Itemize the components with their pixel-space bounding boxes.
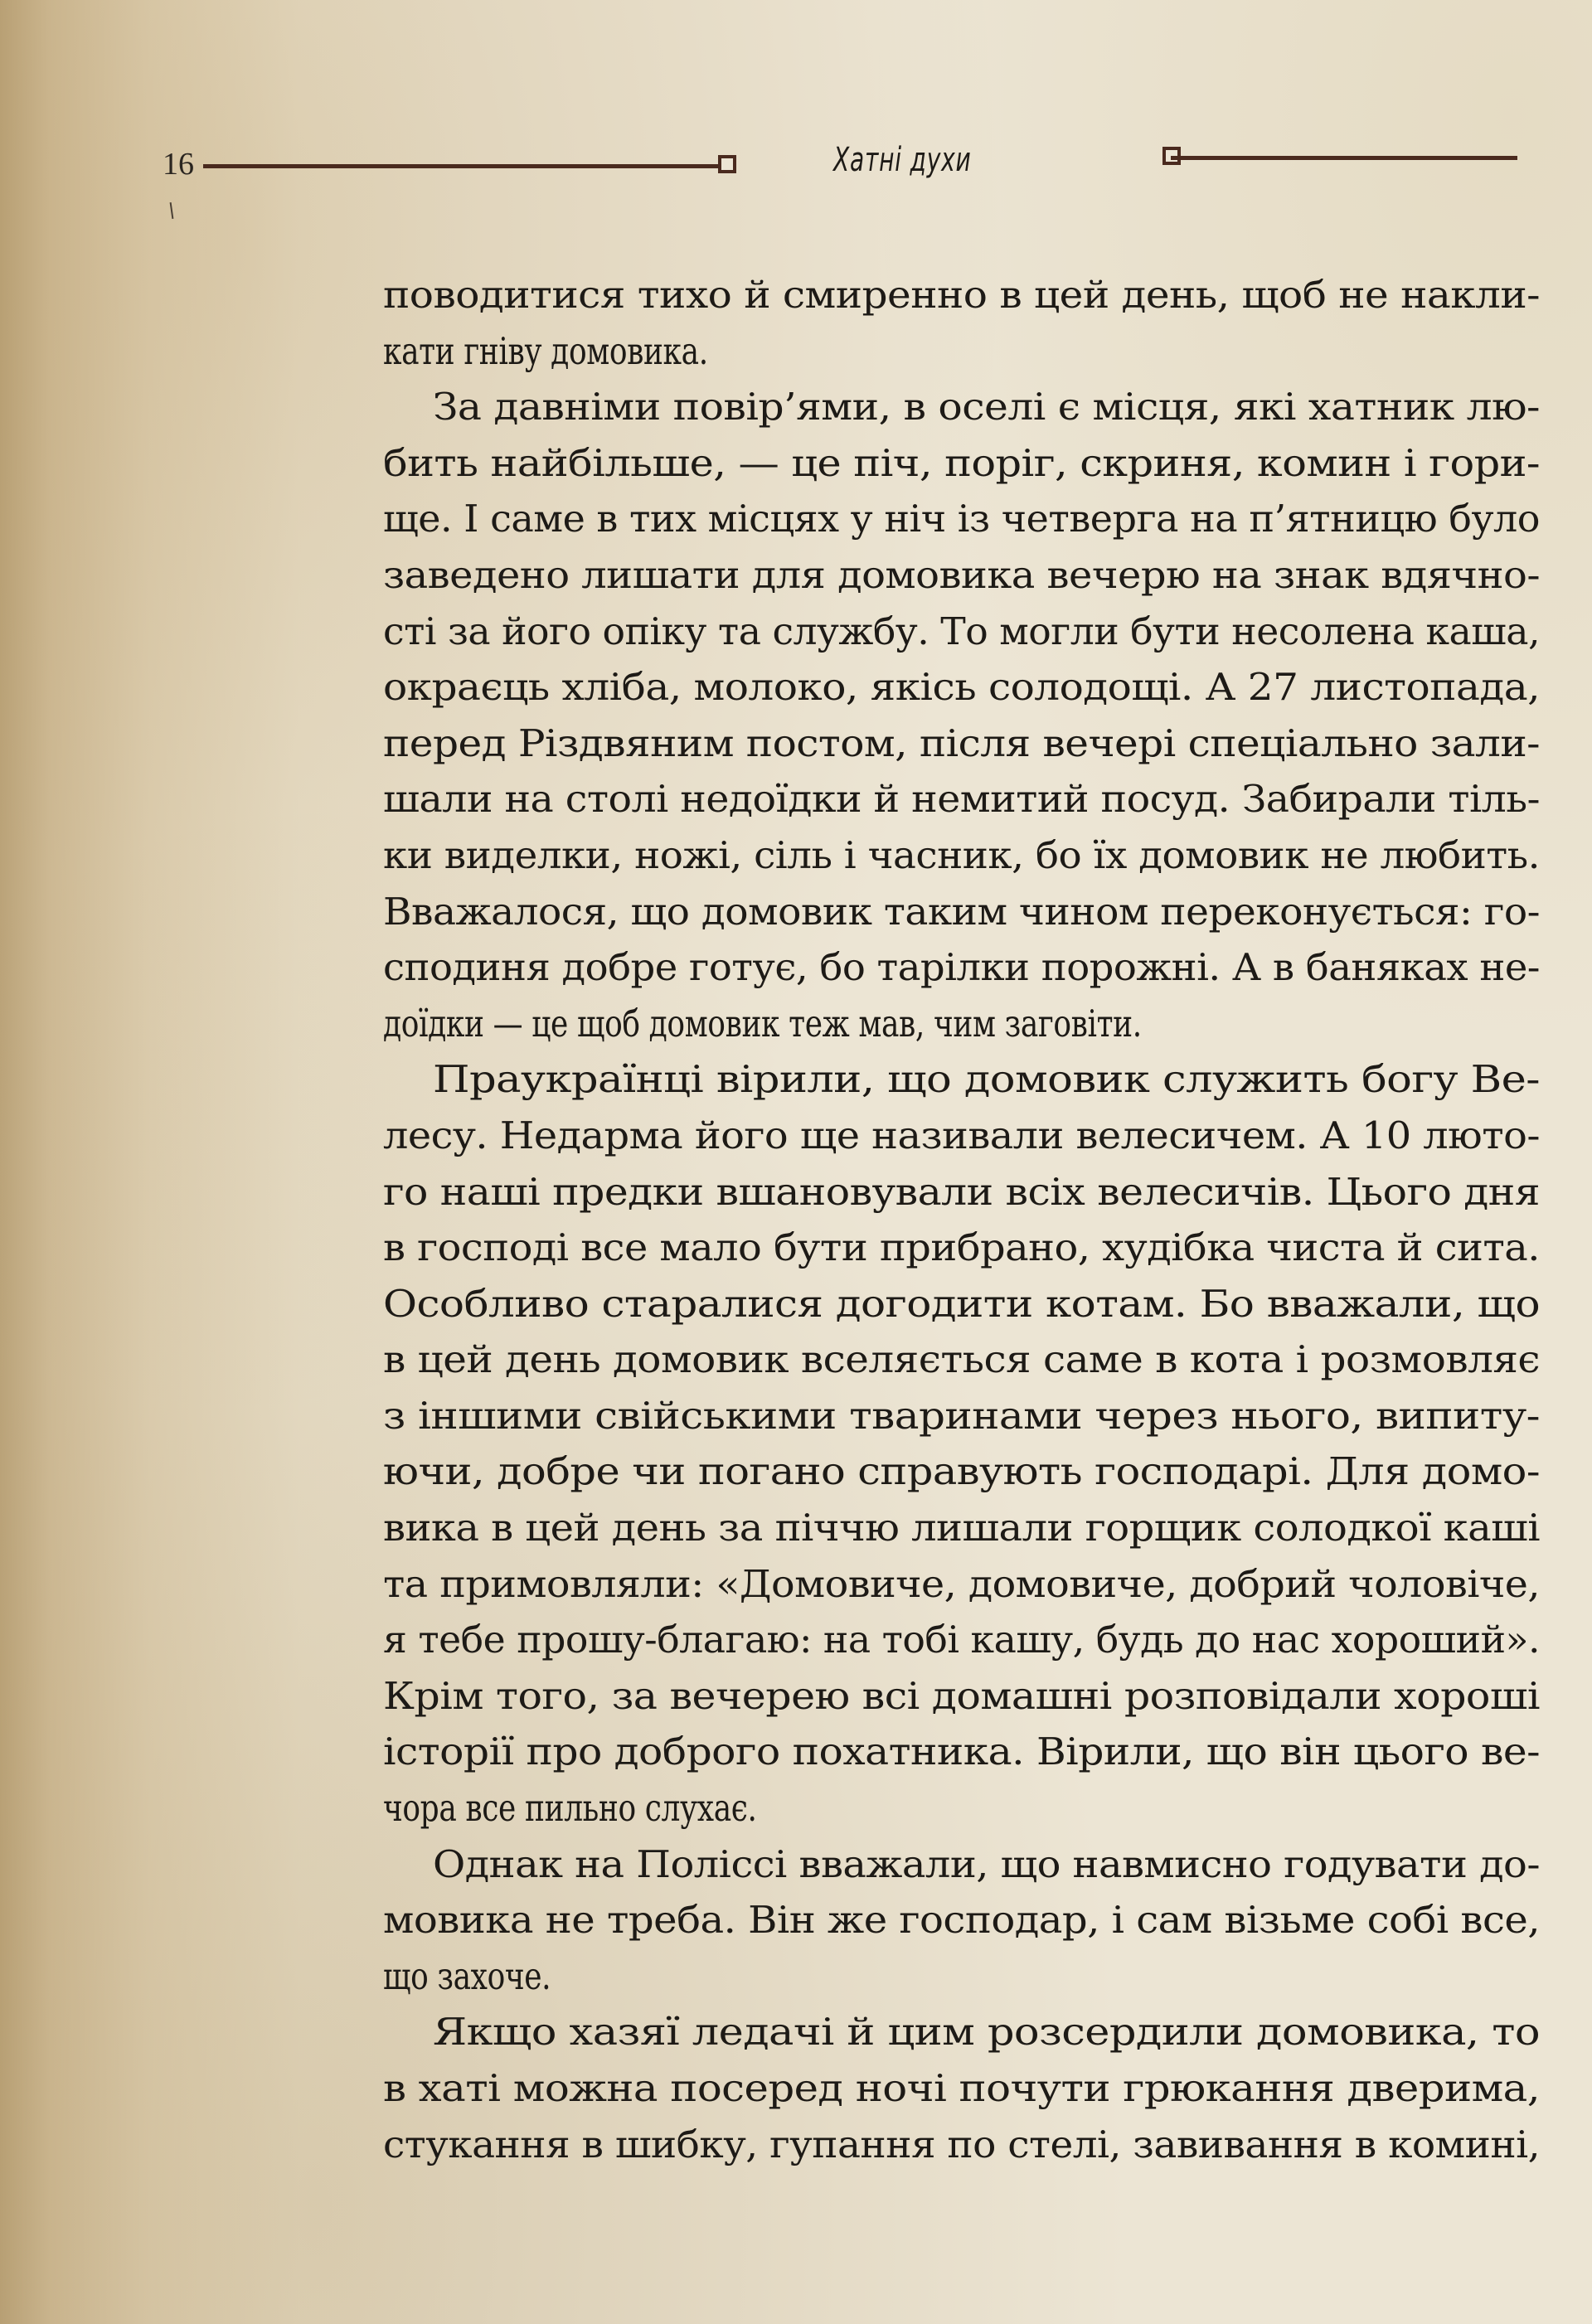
paragraph-first-line: За давніми повір’ями, в оселі є місця, які хатник лю-: [433, 385, 1541, 429]
text-line: в цей день домовик вселяється саме в кота і розмовляє: [383, 1337, 1540, 1382]
header-rule-left-cap-icon: [718, 155, 736, 173]
page-mark: [170, 202, 174, 219]
text-line: Вважалося, що домовик таким чином переконується: го-: [383, 889, 1540, 934]
text-line: доїдки — це щоб домовик теж мав, чим заговіти.: [383, 1001, 1142, 1046]
paragraph-first-line: Праукраїнці вірили, що домовик служить богу Ве-: [433, 1057, 1540, 1102]
text-line: мовика не треба. Він же господар, і сам візьме собі все,: [383, 1898, 1540, 1943]
text-line: чора все пильно слухає.: [383, 1786, 757, 1831]
text-line: історії про доброго похатника. Вірили, що він цього ве-: [383, 1730, 1540, 1774]
running-title: Хатні духи: [833, 141, 972, 179]
text-line: сподиня добре готує, бо тарілки порожні. А в баняках не-: [383, 945, 1540, 990]
paragraph-first-line: Якщо хазяї ледачі й цим розсердили домовика, то: [433, 2010, 1540, 2055]
text-line: поводитися тихо й смиренно в цей день, щоб не накли-: [383, 273, 1540, 317]
text-line: ки виделки, ножі, сіль і часник, бо їх домовик не любить.: [383, 832, 1540, 877]
text-line: та примовляли: «Домовиче, домовиче, добрий чоловіче,: [383, 1561, 1541, 1606]
text-line: лесу. Недарма його ще називали велесичем. А 10 люто-: [383, 1113, 1540, 1157]
text-line: шали на столі недоїдки й немитий посуд. Забирали тіль-: [383, 777, 1540, 822]
text-line: вика в цей день за піччю лишали горщик солодкої каші: [383, 1506, 1541, 1550]
page-number: 16: [163, 147, 194, 182]
text-line: ючи, добре чи погано справують господарі. Для домо-: [383, 1449, 1540, 1494]
header-rule-left: [203, 164, 721, 168]
text-line: Особливо старалися догодити котам. Бо вважали, що: [383, 1281, 1540, 1326]
text-line: в господі все мало бути прибрано, худібка чиста й сита.: [383, 1225, 1540, 1270]
body-text: [383, 267, 1540, 2172]
text-line: ще. І саме в тих місцях у ніч із четверга на п’ятницю було: [383, 497, 1541, 541]
text-line: заведено лишати для домовика вечерю на знак вдячно-: [383, 552, 1540, 597]
text-line: в хаті можна посеред ночі почути грюкання дверима,: [383, 2066, 1540, 2110]
text-line: го наші предки вшановували всіх велесичів. Цього дня: [383, 1169, 1540, 1214]
text-line: сті за його опіку та службу. То могли бути несолена каша,: [383, 609, 1540, 653]
text-line: Крім того, за вечерею всі домашні розповідали хороші: [383, 1673, 1540, 1718]
text-line: перед Різдвяним постом, після вечері спеціально зали-: [383, 720, 1540, 765]
header-rule-right: [1171, 156, 1517, 160]
text-line: стукання в шибку, гупання по стелі, завивання в комині,: [383, 2122, 1540, 2166]
paragraph-first-line: Однак на Поліссі вважали, що навмисно годувати до-: [433, 1841, 1541, 1886]
text-line: я тебе прошу-благаю: на тобі кашу, будь до нас хороший».: [383, 1618, 1540, 1662]
text-line: кати гніву домовика.: [383, 328, 708, 373]
text-line: бить найбільше, — це піч, поріг, скриня, комин і гори-: [383, 440, 1540, 485]
text-line: що захоче.: [383, 1953, 551, 1998]
text-line: окраєць хліба, молоко, якісь солодощі. А 27 листопада,: [383, 665, 1540, 710]
text-line: з іншими свійськими тваринами через нього, випиту-: [383, 1393, 1540, 1438]
